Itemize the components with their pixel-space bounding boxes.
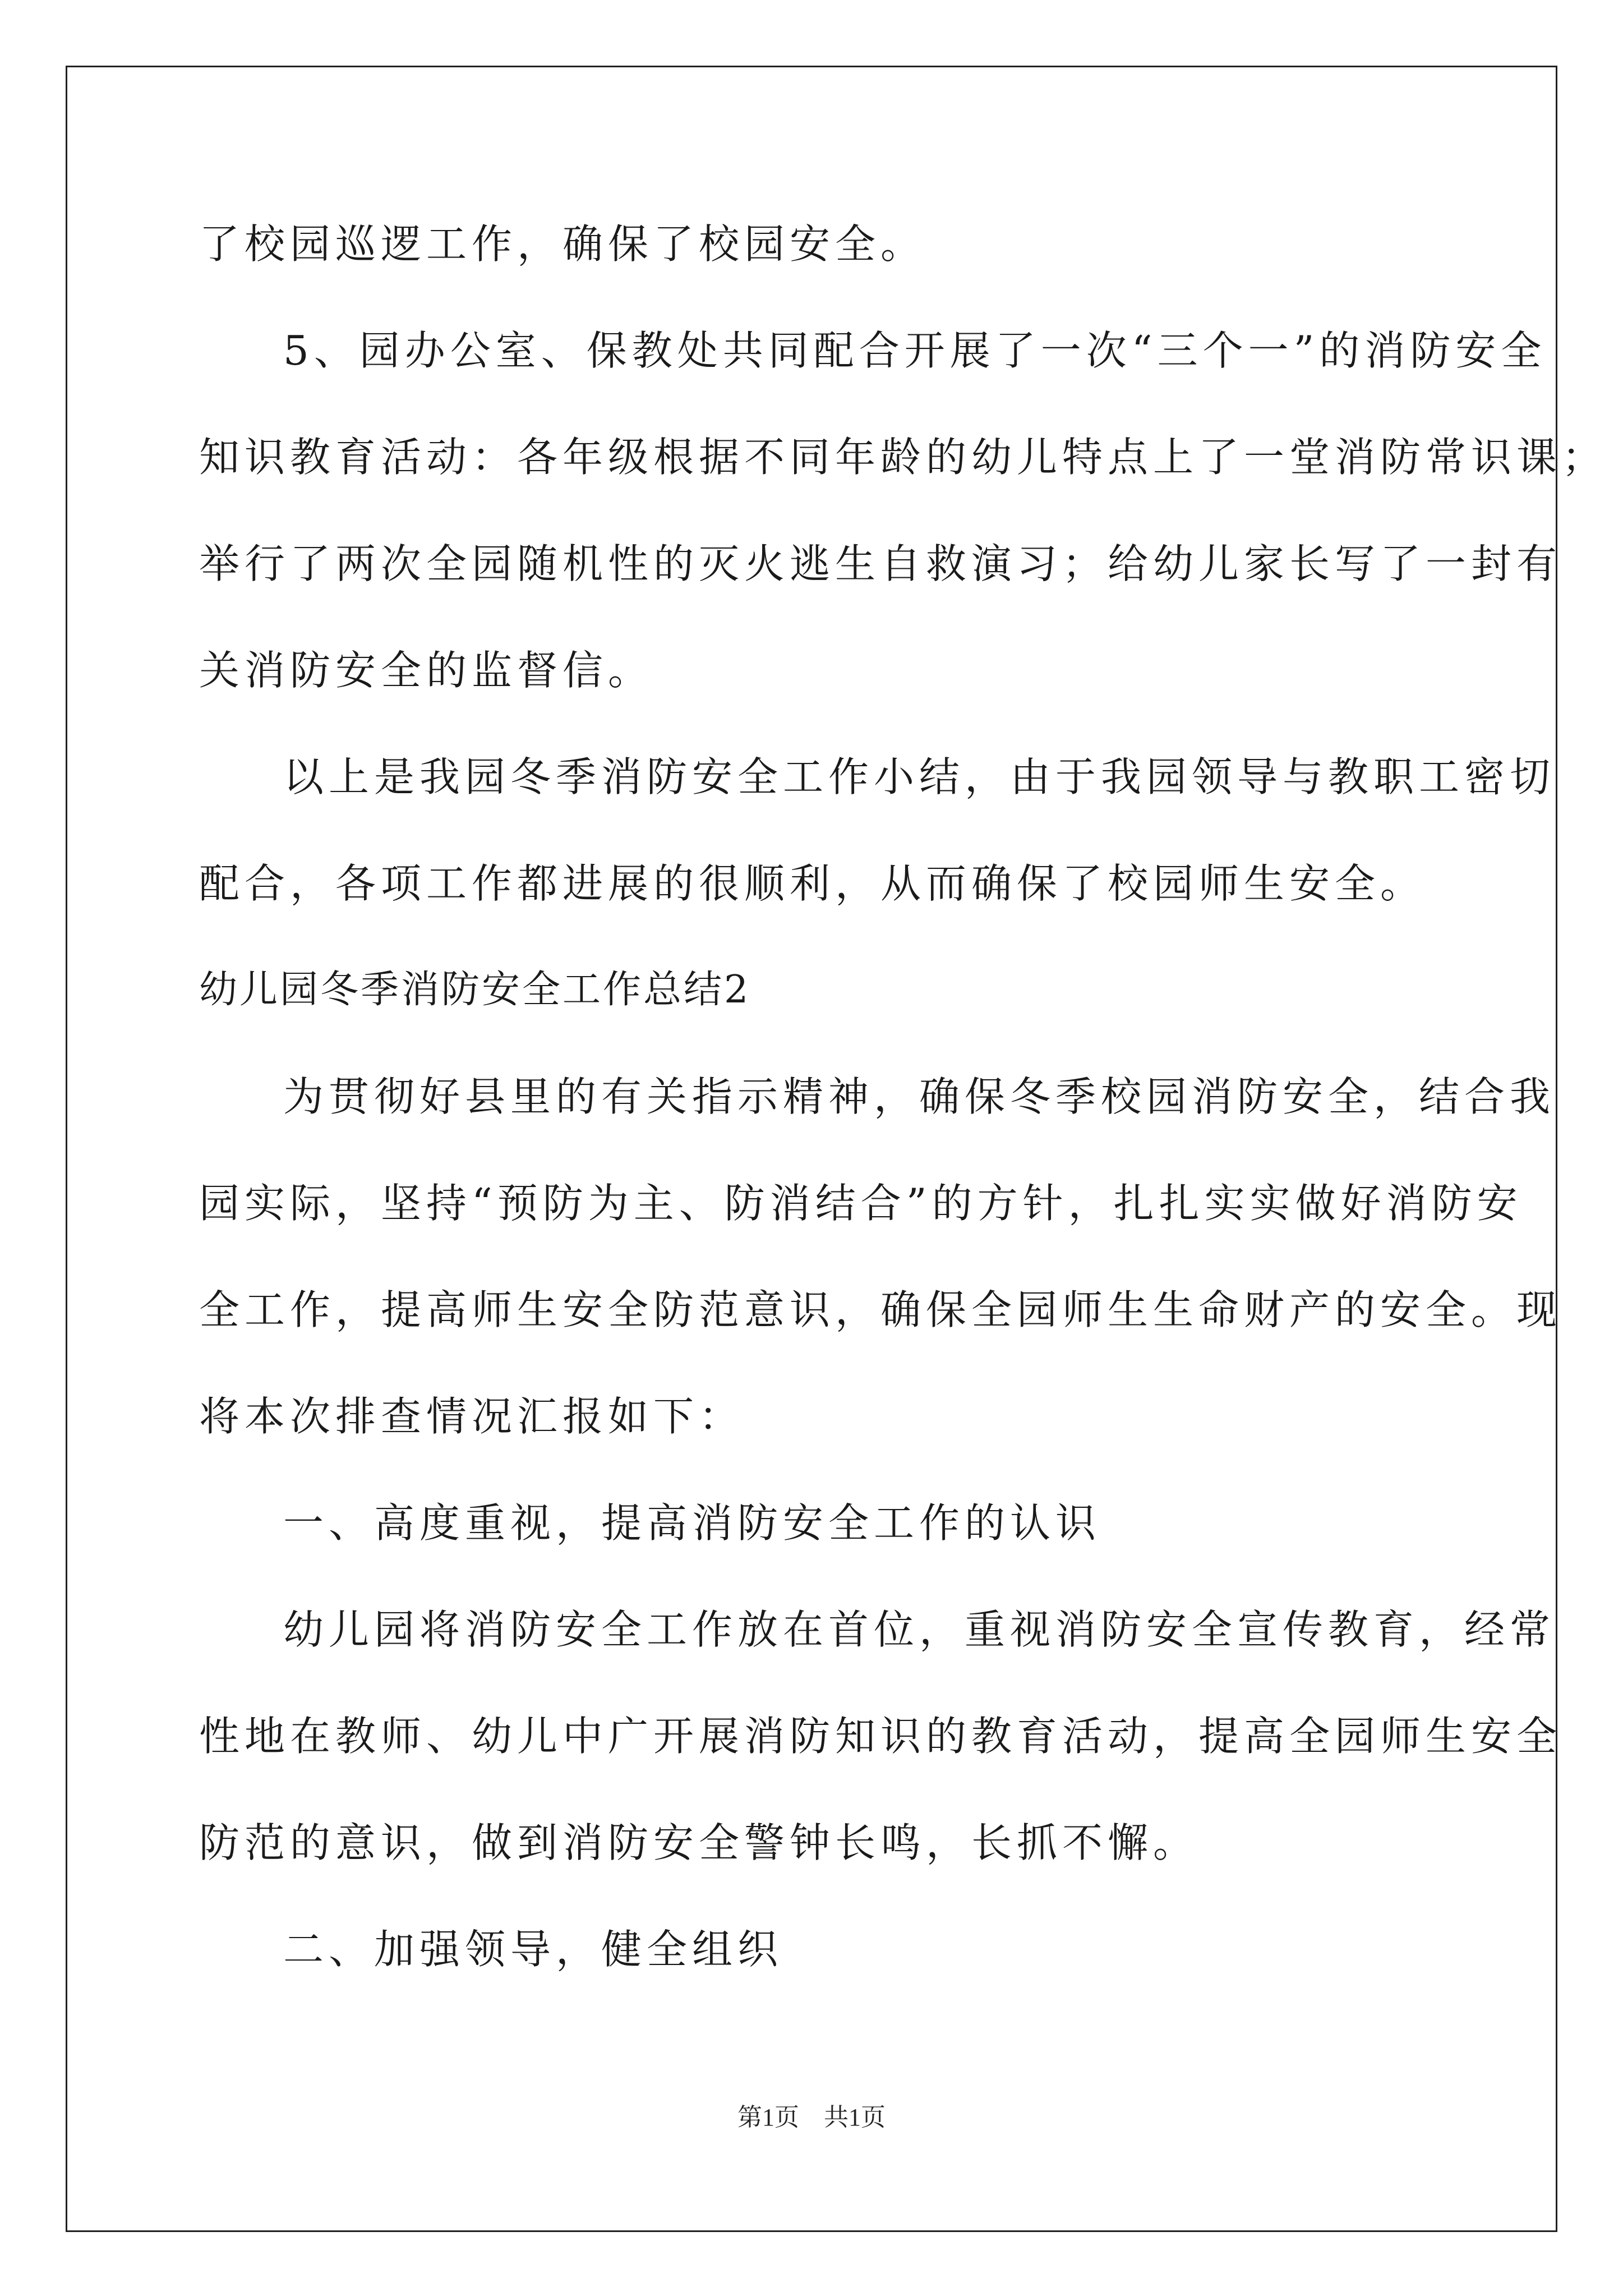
paragraph-line: 以上是我园冬季消防安全工作小结，由于我园领导与教职工密切: [283, 753, 1556, 800]
page-border: [66, 66, 1557, 2232]
paragraph-line: 为贯彻好县里的有关指示精神，确保冬季校园消防安全，结合我: [283, 1073, 1556, 1120]
paragraph-line: 防范的意识，做到消防安全警钟长鸣，长抓不懈。: [199, 1819, 1199, 1866]
page-footer: [0, 2101, 1623, 2134]
section-heading: 幼儿园冬季消防安全工作总结2: [199, 968, 751, 1012]
paragraph-line: 了校园巡逻工作，确保了校园安全。: [199, 220, 926, 268]
page-total: 共1页: [824, 2104, 886, 2131]
section-subheading: 二、加强领导，健全组织: [283, 1926, 783, 1973]
page-number: 第1页: [737, 2104, 799, 2131]
paragraph-line: 性地在教师、幼儿中广开展消防知识的教育活动，提高全园师生安全: [199, 1713, 1562, 1760]
paragraph-line: 举行了两次全园随机性的灭火逃生自救演习；给幼儿家长写了一封有: [199, 540, 1562, 587]
paragraph-line: 5、园办公室、保教处共同配合开展了一次“三个一”的消防安全: [283, 327, 1547, 374]
paragraph-line: 幼儿园将消防安全工作放在首位，重视消防安全宣传教育，经常: [283, 1606, 1556, 1653]
paragraph-line: 知识教育活动：各年级根据不同年龄的幼儿特点上了一堂消防常识课；: [199, 434, 1608, 481]
paragraph-line: 关消防安全的监督信。: [199, 647, 654, 694]
paragraph-line: 将本次排查情况汇报如下：: [199, 1393, 745, 1440]
paragraph-line: 园实际，坚持“预防为主、防消结合”的方针，扎扎实实做好消防安: [199, 1180, 1523, 1227]
paragraph-line: 全工作，提高师生安全防范意识，确保全园师生生命财产的安全。现: [199, 1286, 1562, 1333]
paragraph-line: 配合，各项工作都进展的很顺利，从而确保了校园师生安全。: [199, 860, 1426, 907]
section-subheading: 一、高度重视，提高消防安全工作的认识: [283, 1499, 1101, 1547]
